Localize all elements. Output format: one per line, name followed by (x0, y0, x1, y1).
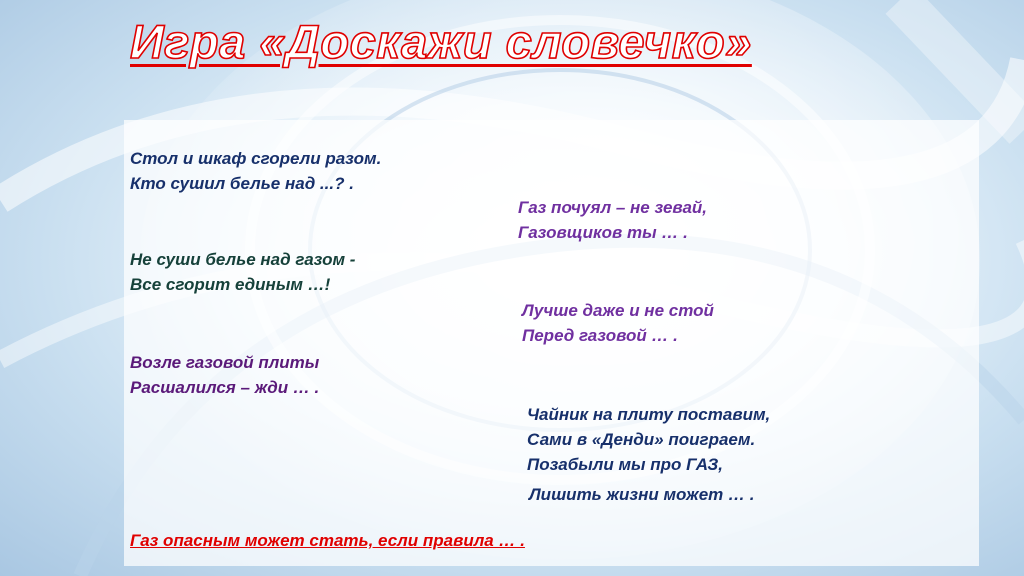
footer-question: Газ опасным может стать, если правила … . (130, 531, 525, 550)
verse-line: Перед газовой … . (522, 326, 678, 345)
verse-5 (130, 350, 319, 400)
verse-line: Сами в «Денди» поиграем. (527, 430, 756, 449)
verse-line: Кто сушил белье над ...? . (130, 174, 354, 193)
verse-3 (130, 247, 355, 297)
verse-line: Расшалился – жди … . (130, 378, 320, 397)
verse-line: Стол и шкаф сгорели разом. (130, 149, 382, 168)
verse-1 (130, 146, 381, 196)
verse-line: Лишить жизни может … . (529, 485, 755, 504)
verse-4 (522, 298, 714, 348)
verse-line: Все сгорит единым …! (130, 275, 331, 294)
slide-title: Игра «Доскажи словечко» (130, 15, 752, 68)
verse-line: Газ почуял – не зевай, (518, 198, 708, 217)
verse-line: Возле газовой плиты (130, 353, 320, 372)
verse-line: Не суши белье над газом - (130, 250, 356, 269)
verse-line: Позабыли мы про ГАЗ, (527, 455, 724, 474)
verse-6 (527, 402, 770, 507)
verse-2 (518, 195, 707, 245)
verse-line: Чайник на плиту поставим, (527, 405, 771, 424)
verse-line: Газовщиков ты … . (518, 223, 688, 242)
verse-line: Лучше даже и не стой (522, 301, 714, 320)
